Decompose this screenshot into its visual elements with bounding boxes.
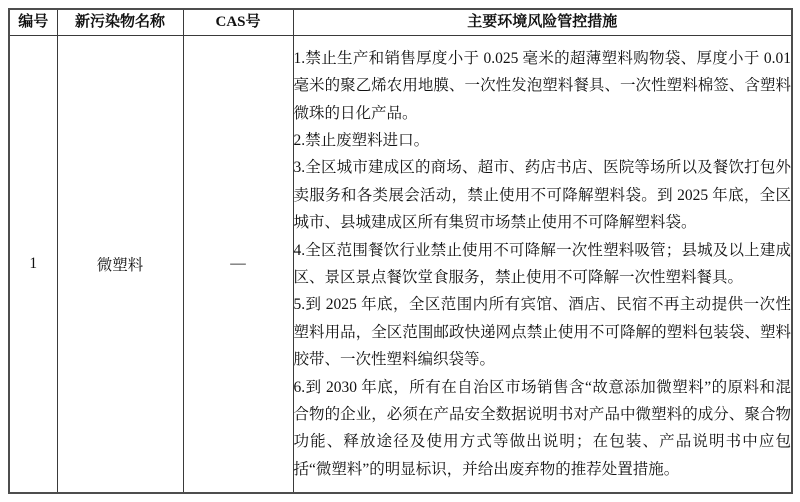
measure-item-6: 6.到 2030 年底，所有在自治区市场销售含“故意添加微塑料”的原料和混合物的企业，必须在产品安全数据说明书对产品中微塑料的成分、聚合物功能、释放途径及使用方式等做出说明；在包装、产品说明书中应包括“微塑料”的明显标识，并给出废弃物的推荐处置措施。	[293, 378, 791, 478]
cell-cas-number: —	[183, 36, 293, 494]
header-cell-measures: 主要环境风险管控措施	[293, 9, 792, 36]
measure-item-5: 5.到 2025 年底，全区范围内所有宾馆、酒店、民宿不再主动提供一次性塑料用品，全区范围邮政快递网点禁止使用不可降解的塑料包装袋、塑料胶带、一次性塑料编织袋等。	[293, 296, 791, 369]
header-cell-pollutant-name: 新污染物名称	[57, 9, 183, 36]
header-cell-id: 编号	[9, 9, 57, 36]
measure-item-3: 3.全区城市建成区的商场、超市、药店书店、医院等场所以及餐饮打包外卖服务和各类展会活动，禁止使用不可降解塑料袋。到 2025 年底，全区城市、县城建成区所有集贸市场禁止使用不可降解塑料袋。	[293, 159, 791, 232]
table-header-row	[9, 9, 792, 36]
measure-item-4: 4.全区范围餐饮行业禁止使用不可降解一次性塑料吸管；县城及以上建成区、景区景点餐饮堂食服务，禁止使用不可降解一次性塑料餐具。	[293, 241, 791, 286]
measure-item-2: 2.禁止废塑料进口。	[293, 131, 430, 149]
header-cell-cas-number: CAS号	[183, 9, 293, 36]
cell-row-id: 1	[9, 36, 57, 494]
cell-pollutant-name: 微塑料	[57, 36, 183, 494]
pollutant-control-table	[8, 8, 793, 494]
cell-measures	[293, 36, 792, 494]
table-row	[9, 36, 792, 494]
measure-item-1: 1.禁止生产和销售厚度小于 0.025 毫米的超薄塑料购物袋、厚度小于 0.01 毫米的聚乙烯农用地膜、一次性发泡塑料餐具、一次性塑料棉签、含塑料微珠的日化产品。	[293, 49, 791, 122]
